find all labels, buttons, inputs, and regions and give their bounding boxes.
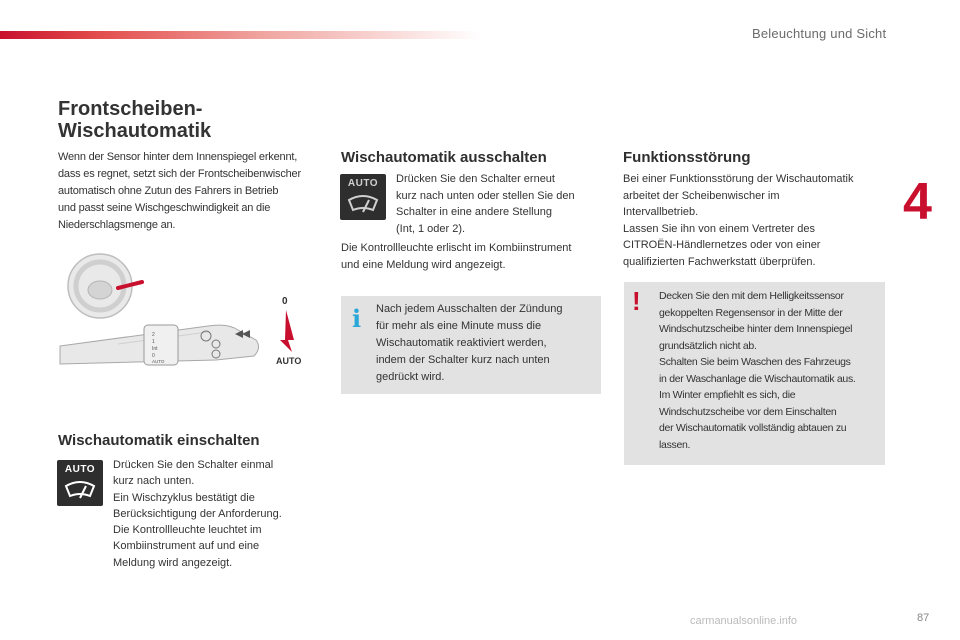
stalk-label-auto: AUTO (276, 356, 302, 366)
page-title (58, 98, 211, 142)
svg-text:0: 0 (152, 353, 155, 359)
disable-text: Drücken Sie den Schalter erneut kurz nach unten oder stellen Sie den Schalter in eine andere Stellung (Int, 1 oder 2). (396, 173, 575, 235)
enable-heading: Wischautomatik einschalten (58, 432, 260, 449)
enable-text: Drücken Sie den Schalter einmal kurz nach unten. Ein Wischzyklus bestätigt die Berücksichtigung der Anforderung. Die Kontrollleuchte leuchtet im Kombiinstrument auf und eine Meldung wird angezeigt. (113, 459, 282, 569)
stalk-motion-arrow (280, 310, 294, 352)
warning-box-text: Decken Sie den mit dem Helligkeitssensor gekoppelten Regensensor in der Mitte der Windschutzscheibe hinter dem Innenspiegel grundsätzlich nicht ab. Schalten Sie beim Waschen des Fahrzeugs in der Waschanlage die Wischautomatik aus. Im Winter empfiehlt es sich, die Windschutzscheibe vor dem Einschalten der Wischautomatik vollständig abtauen zu lassen. (659, 290, 856, 451)
fault-text: Bei einer Funktionsstörung der Wischautomatik arbeitet der Scheibenwischer im Intervallbetrieb. Lassen Sie ihn von einem Vertreter des CITROËN-Händlernetzes oder von einer qualifizierten Fachwerkstatt überprüfen. (623, 173, 854, 268)
windscreen-wiper-icon (64, 478, 96, 502)
auto-wiper-off-icon: AUTO (340, 174, 386, 220)
page-title-line-1: Frontscheiben- (58, 98, 203, 120)
header-accent-bar (0, 31, 480, 39)
section-title: Beleuchtung und Sicht (752, 26, 887, 41)
svg-text:Int: Int (152, 346, 158, 352)
wiper-stalk (60, 325, 259, 365)
watermark: carmanualsonline.info (690, 615, 798, 627)
disable-after-text: Die Kontrollleuchte erlischt im Kombiinstrument und eine Meldung wird angezeigt. (341, 242, 572, 271)
warning-icon: ! (632, 286, 641, 316)
windscreen-wiper-icon (347, 192, 379, 216)
page-number: 87 (917, 612, 930, 624)
info-box-text: Nach jedem Ausschalten der Zündung für mehr als eine Minute muss die Wischautomatik reaktiviert werden, indem der Schalter kurz nach unten gedrückt wird. (376, 303, 563, 383)
intro-text: Wenn der Sensor hinter dem Innenspiegel erkennt, dass es regnet, setzt sich der Frontscheibenwischer automatisch ohne Zutun des Fahrers in Betrieb und passt seine Wischgeschwindigkeit an die Niederschlagsmenge an. (58, 151, 301, 231)
svg-text:2: 2 (152, 332, 155, 338)
svg-text:AUTO: AUTO (152, 359, 165, 364)
info-icon: i (352, 304, 362, 333)
fault-heading: Funktionsstörung (623, 149, 751, 166)
page-title-line-2: Wischautomatik (58, 120, 212, 142)
stalk-label-off: 0 (282, 296, 288, 307)
disable-heading: Wischautomatik ausschalten (341, 149, 547, 166)
svg-text:1: 1 (152, 339, 155, 345)
chapter-number: 4 (903, 173, 932, 231)
steering-wheel-thumbnail (68, 254, 142, 318)
wiper-stalk-illustration (58, 252, 308, 370)
auto-wiper-icon: AUTO (57, 460, 103, 506)
